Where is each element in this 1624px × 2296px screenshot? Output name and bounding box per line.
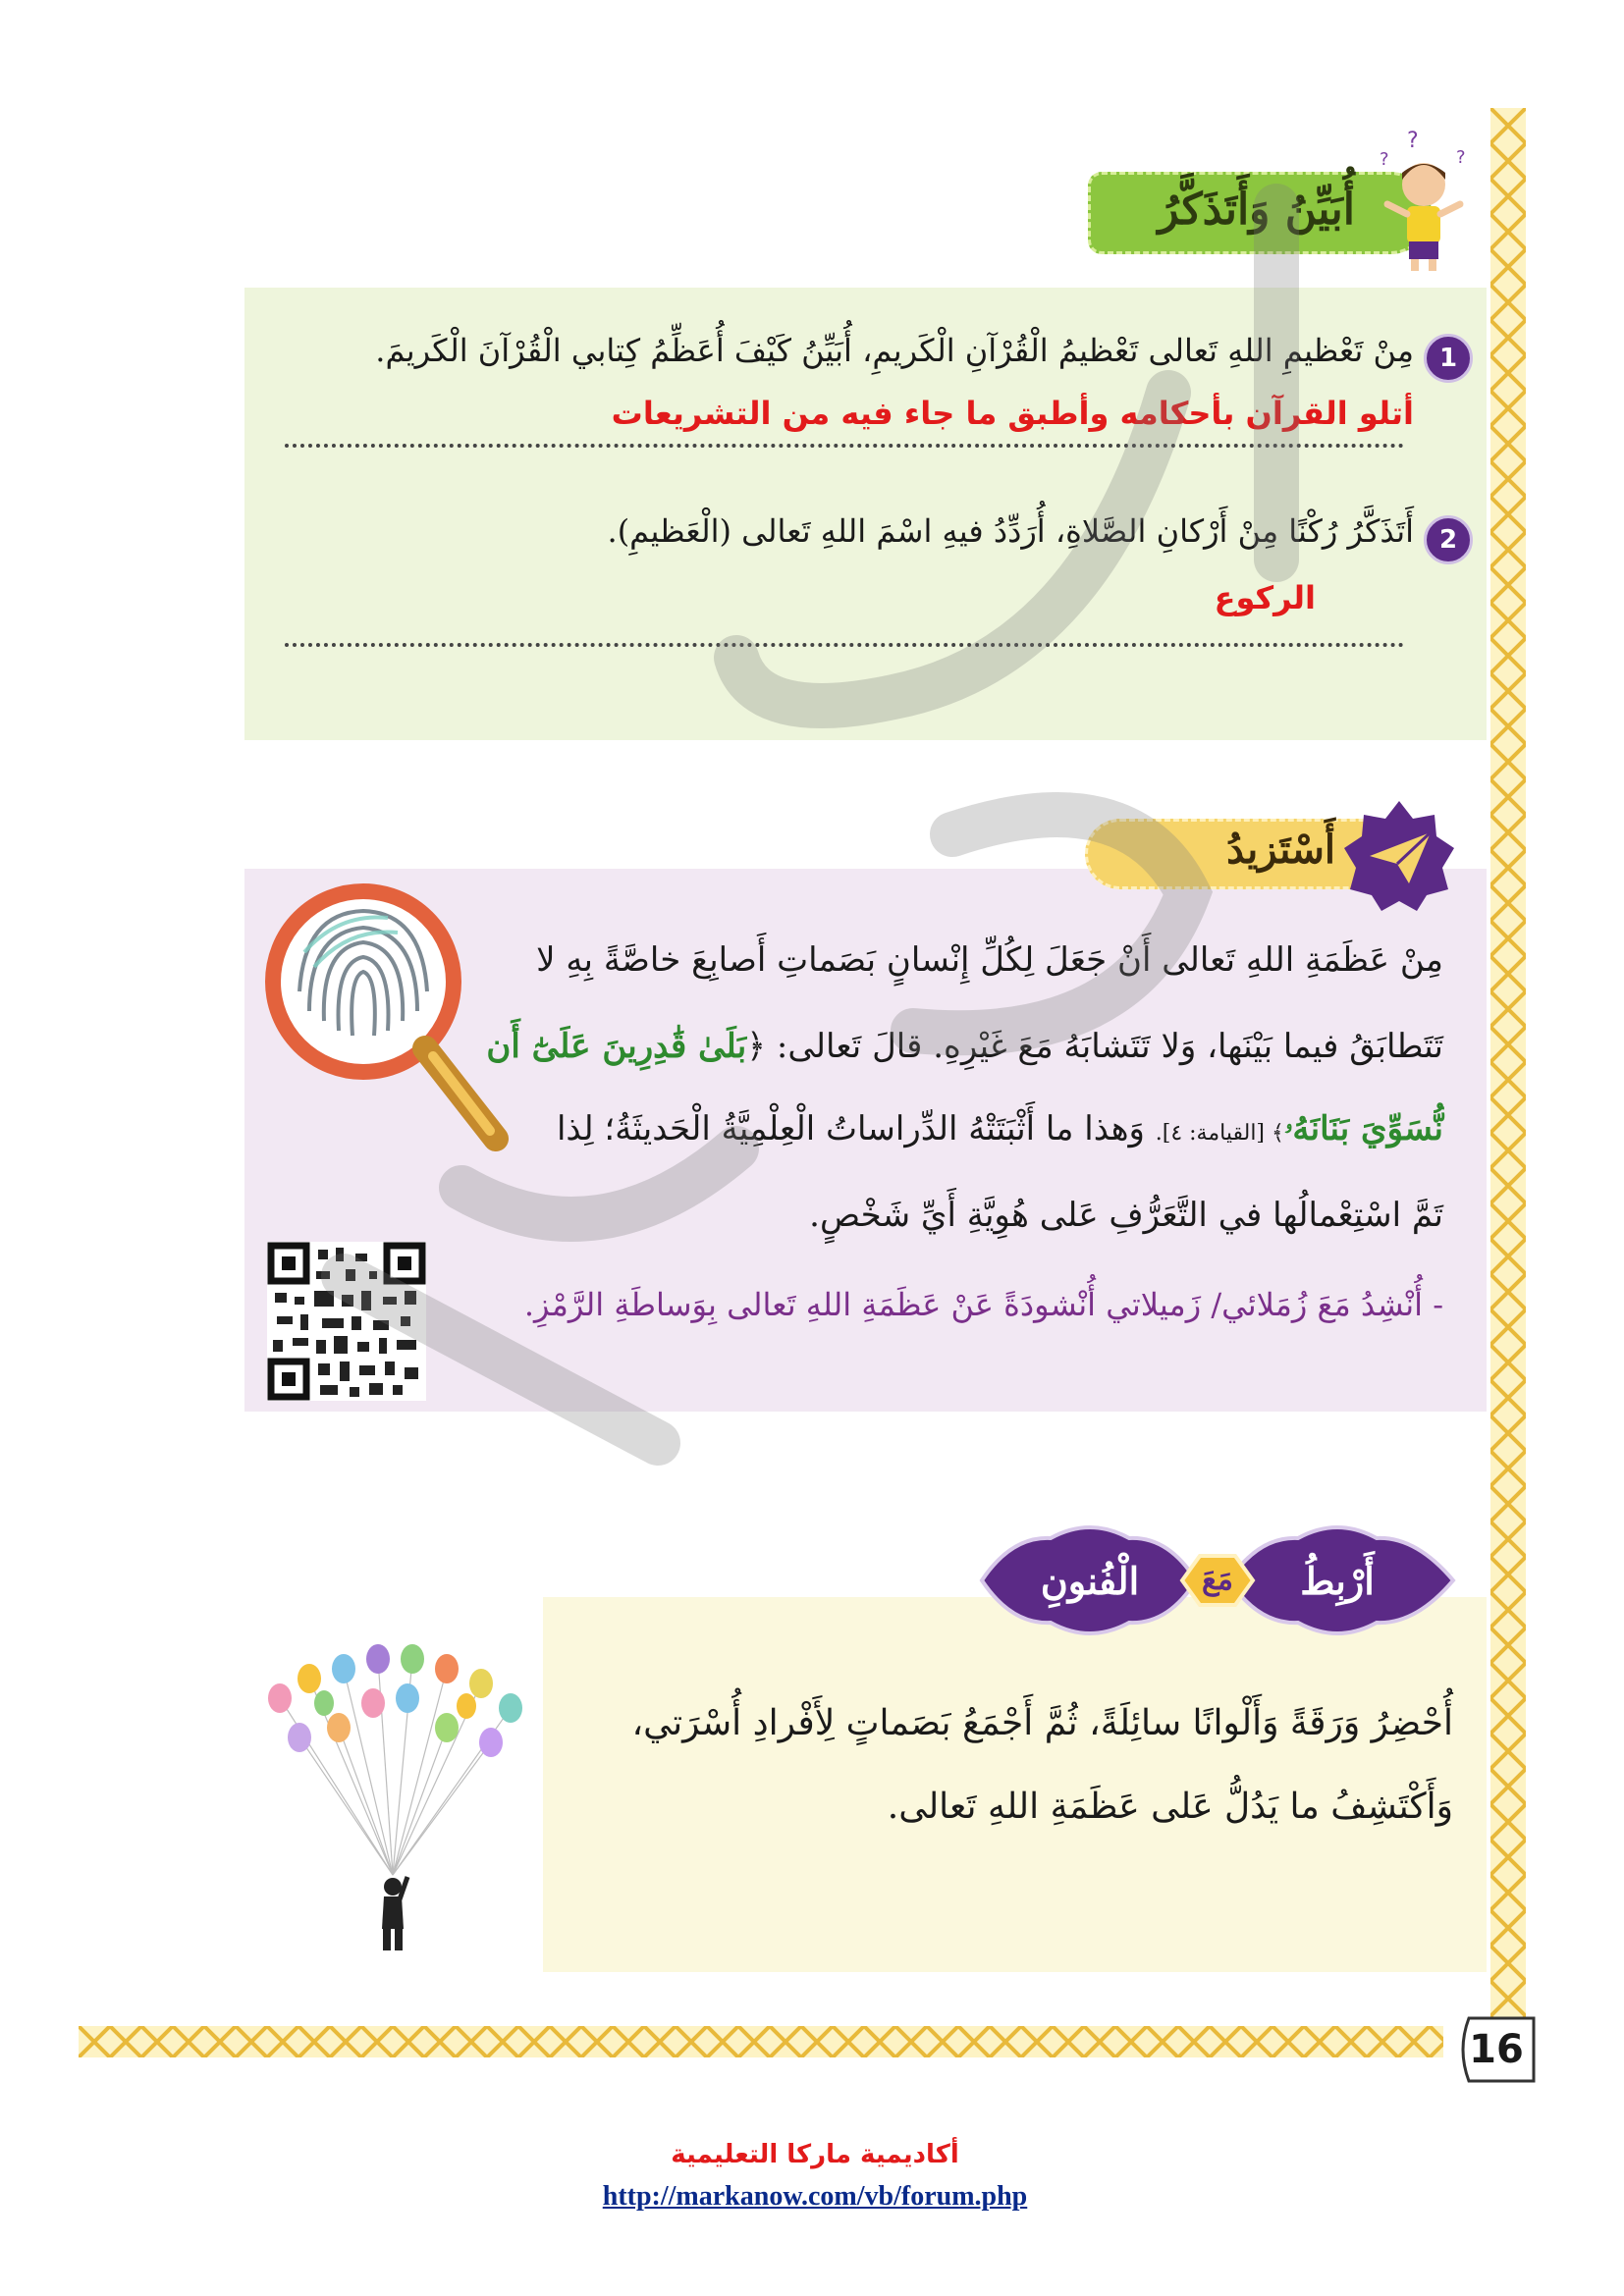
fingerprint-magnifier-icon: [250, 874, 515, 1168]
badge-arts-label: الْفُنونِ: [1040, 1559, 1140, 1603]
footer-academy-name: أكاديمية ماركا التعليمية: [671, 2140, 959, 2169]
verse-reference: ﴾ [القيامة: ٤].: [1155, 1121, 1284, 1146]
page-number: 16: [1469, 2027, 1524, 2072]
paragraph-line-2: [486, 1026, 1443, 1066]
footer-forum-link[interactable]: http://markanow.com/vb/forum.php: [602, 2181, 1028, 2212]
activity-instruction: - أُنْشِدُ مَعَ زُمَلائي/ زَميلاتي أُنْشودَةً عَنْ عَظَمَةِ اللهِ تَعالى بِوَساطَةِ الرَّمْزِ.: [523, 1286, 1443, 1323]
right-decorative-border: [1490, 108, 1526, 2032]
question-number-badge: 2: [1424, 515, 1473, 564]
arts-activity-line-1: أُحْضِرُ وَرَقَةً وَأَلْوانًا سائِلَةً، ثُمَّ أَجْمَعُ بَصَماتٍ لِأَفْرادِ أُسْرَتي،: [631, 1703, 1453, 1743]
svg-text:?: ?: [1407, 129, 1419, 153]
question-number-badge: 1: [1424, 334, 1473, 383]
question-2-text: أَتَذَكَّرُ رُكْنًا مِنْ أَرْكانِ الصَّلاةِ، أُرَدِّدُ فيهِ اسْمَ اللهِ تَعالى (الْعَظيمِ).: [607, 512, 1414, 550]
qr-code-icon[interactable]: [267, 1242, 426, 1401]
paper-plane-icon: [1340, 797, 1458, 915]
quran-verse: نُّسَوِّيَ بَنَانَهُۥ: [1283, 1109, 1443, 1148]
boy-character-icon: [1370, 126, 1478, 273]
svg-text:?: ?: [1456, 147, 1466, 168]
question-2-answer[interactable]: الركوع: [1214, 579, 1316, 616]
badge-link-label: أَرْبِطُ: [1300, 1559, 1375, 1603]
paragraph-text: تَتَطابَقُ فيما بَيْنَها، وَلا تَتَشابَهُ مَعَ غَيْرِهِ. قالَ تَعالى: ﴿: [746, 1027, 1443, 1066]
svg-text:?: ?: [1380, 149, 1389, 170]
bottom-decorative-border: [79, 2026, 1443, 2057]
section-title: أُبَيِّنُ وَأَتَذَكَّرُ: [1158, 185, 1355, 235]
paragraph-line-1: مِنْ عَظَمَةِ اللهِ تَعالى أَنْ جَعَلَ لِكُلِّ إِنْسانٍ بَصَماتِ أَصابِعَ خاصَّةً بِهِ لا: [536, 940, 1443, 980]
question-1-text: مِنْ تَعْظيمِ اللهِ تَعالى تَعْظيمُ الْقُرْآنِ الْكَريمِ، أُبَيِّنُ كَيْفَ أُعَظِّمُ كِتابي الْقُرْآنَ الْكَريمَ.: [375, 332, 1414, 369]
connect-arts-section-box: [543, 1597, 1487, 1972]
paragraph-line-3: [550, 1109, 1443, 1148]
fingerprint-balloons-icon: [250, 1629, 535, 1953]
paragraph-line-4: تَمَّ اسْتِعْمالُها في التَّعَرُّفِ عَلى هُوِيَّةِ أَيِّ شَخْصٍ.: [809, 1196, 1443, 1235]
section-title: أَسْتَزيدُ: [1226, 827, 1335, 873]
quran-verse: بَلَىٰ قَٰدِرِينَ عَلَىٰٓ أَن: [486, 1027, 747, 1066]
answer-line-1: [285, 444, 1404, 448]
question-1-answer[interactable]: أتلو القرآن بأحكامه وأطبق ما جاء فيه من التشريعات: [611, 395, 1414, 432]
answer-line-2: [285, 643, 1404, 647]
paragraph-text: وَهذا ما أَثْبَتَتْهُ الدِّراساتُ الْعِلْمِيَّةُ الْحَديثَةُ؛ لِذا: [556, 1109, 1145, 1148]
arts-activity-line-2: وَأَكْتَشِفُ ما يَدُلُّ عَلى عَظَمَةِ اللهِ تَعالى.: [887, 1787, 1453, 1827]
badge-with-label: مَعَ: [1201, 1563, 1234, 1597]
